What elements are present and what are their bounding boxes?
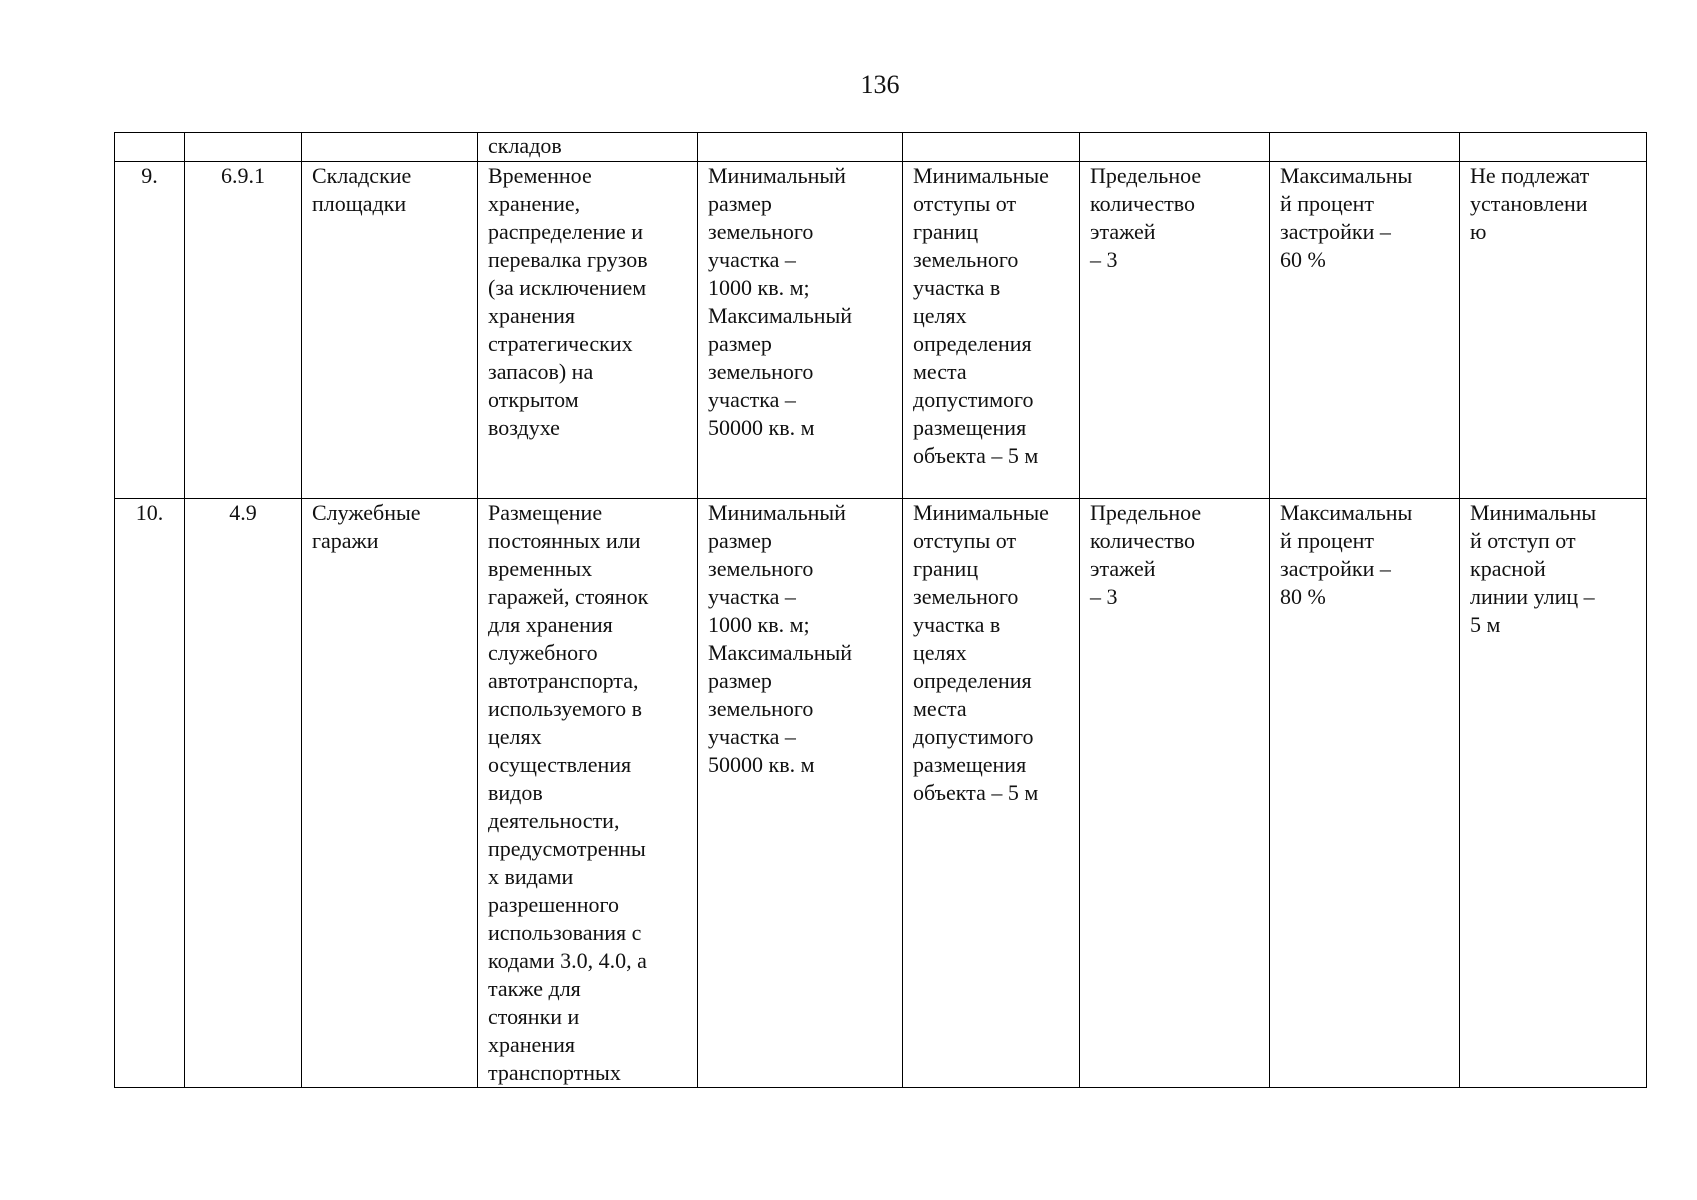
- cell-plot-size: [698, 133, 903, 162]
- cell-setbacks: Минимальные отступы от границ земельного участка в целях определения места допустимого размещения объекта – 5 м: [903, 162, 1080, 499]
- table-row-continuation: [115, 133, 1647, 162]
- cell-coverage: Максимальны й процент застройки – 60 %: [1270, 162, 1460, 499]
- table-row: [115, 499, 1647, 1088]
- cell-code: [185, 133, 302, 162]
- cell-floors: Предельное количество этажей – 3: [1080, 162, 1270, 499]
- cell-code: 6.9.1: [185, 162, 302, 499]
- regulations-table: [114, 132, 1647, 1088]
- cell-num: 9.: [115, 162, 185, 499]
- cell-name: [302, 133, 478, 162]
- cell-plot-size: Минимальный размер земельного участка – 1000 кв. м; Максимальный размер земельного участка – 50000 кв. м: [698, 162, 903, 499]
- cell-num: [115, 133, 185, 162]
- cell-floors: Предельное количество этажей – 3: [1080, 499, 1270, 1088]
- cell-plot-size: Минимальный размер земельного участка – 1000 кв. м; Максимальный размер земельного участка – 50000 кв. м: [698, 499, 903, 1088]
- cell-name: Служебные гаражи: [302, 499, 478, 1088]
- cell-coverage: Максимальны й процент застройки – 80 %: [1270, 499, 1460, 1088]
- cell-setbacks: [903, 133, 1080, 162]
- cell-coverage: [1270, 133, 1460, 162]
- cell-description: Временное хранение, распределение и перевалка грузов (за исключением хранения стратегических запасов) на открытом воздухе: [478, 162, 698, 499]
- cell-other: Минимальны й отступ от красной линии улиц – 5 м: [1460, 499, 1647, 1088]
- table-row: [115, 162, 1647, 499]
- cell-name: Складские площадки: [302, 162, 478, 499]
- cell-other: [1460, 133, 1647, 162]
- cell-description: складов: [478, 133, 698, 162]
- cell-description: Размещение постоянных или временных гаражей, стоянок для хранения служебного автотранспорта, используемого в целях осуществления видов деятельности, предусмотренны х видами разрешенного использования с кодами 3.0, 4.0, а также для стоянки и хранения транспортных: [478, 499, 698, 1088]
- cell-floors: [1080, 133, 1270, 162]
- cell-num: 10.: [115, 499, 185, 1088]
- cell-setbacks: Минимальные отступы от границ земельного участка в целях определения места допустимого размещения объекта – 5 м: [903, 499, 1080, 1088]
- cell-other: Не подлежат установлени ю: [1460, 162, 1647, 499]
- page-number: 136: [860, 70, 900, 99]
- cell-code: 4.9: [185, 499, 302, 1088]
